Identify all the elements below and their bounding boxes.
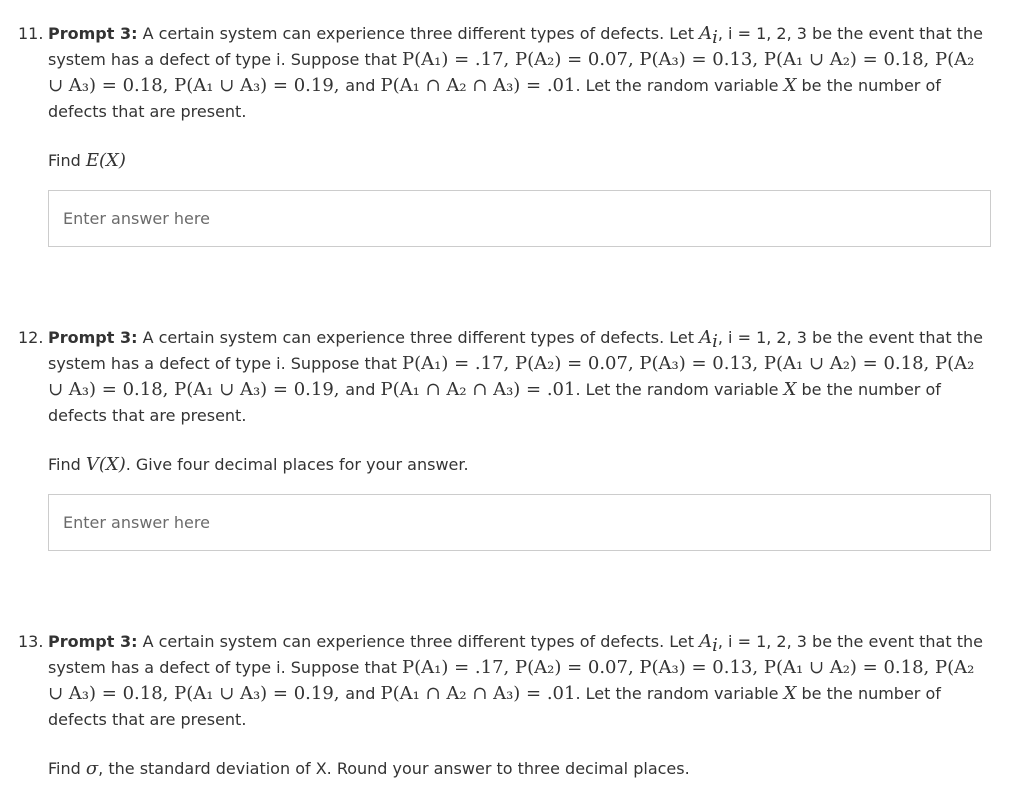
- question-number: 11.: [18, 24, 44, 43]
- question-number: 13.: [18, 632, 44, 651]
- find-instruction: Find E(X): [48, 150, 126, 171]
- answer-input[interactable]: [48, 190, 991, 247]
- find-instruction: Find V(X). Give four decimal places for your answer.: [48, 454, 469, 475]
- question-prompt: Prompt 3: A certain system can experience three different types of defects. Let $A_i$, i = 1, 2, 3 be the event that the system has a defect of type i. Suppose that P(A₁) = .17, P(A₂) = 0.07, P(A₃) = 0.13, P(A₁ ∪ A₂) = 0.18, P(A₂ ∪ A₃) = 0.18, P(A₁ ∪ A₃) = 0.19, and P(A₁ ∩ A₂ ∩ A₃) = .01. Let the random variable X be the number of defects that are present.: [48, 23, 983, 121]
- question-number: 12.: [18, 328, 44, 347]
- prompt-label: Prompt 3:: [48, 632, 138, 651]
- prompt-label: Prompt 3:: [48, 328, 138, 347]
- answer-input[interactable]: [48, 494, 991, 551]
- question-prompt: Prompt 3: A certain system can experience three different types of defects. Let $A_i$, i = 1, 2, 3 be the event that the system has a defect of type i. Suppose that P(A₁) = .17, P(A₂) = 0.07, P(A₃) = 0.13, P(A₁ ∪ A₂) = 0.18, P(A₂ ∪ A₃) = 0.18, P(A₁ ∪ A₃) = 0.19, and P(A₁ ∩ A₂ ∩ A₃) = .01. Let the random variable X be the number of defects that are present.: [48, 327, 983, 425]
- question-prompt: Prompt 3: A certain system can experience three different types of defects. Let $A_i$, i = 1, 2, 3 be the event that the system has a defect of type i. Suppose that P(A₁) = .17, P(A₂) = 0.07, P(A₃) = 0.13, P(A₁ ∪ A₂) = 0.18, P(A₂ ∪ A₃) = 0.18, P(A₁ ∪ A₃) = 0.19, and P(A₁ ∩ A₂ ∩ A₃) = .01. Let the random variable X be the number of defects that are present.: [48, 631, 983, 729]
- find-instruction: Find σ, the standard deviation of X. Round your answer to three decimal places.: [48, 758, 690, 779]
- prompt-label: Prompt 3:: [48, 24, 138, 43]
